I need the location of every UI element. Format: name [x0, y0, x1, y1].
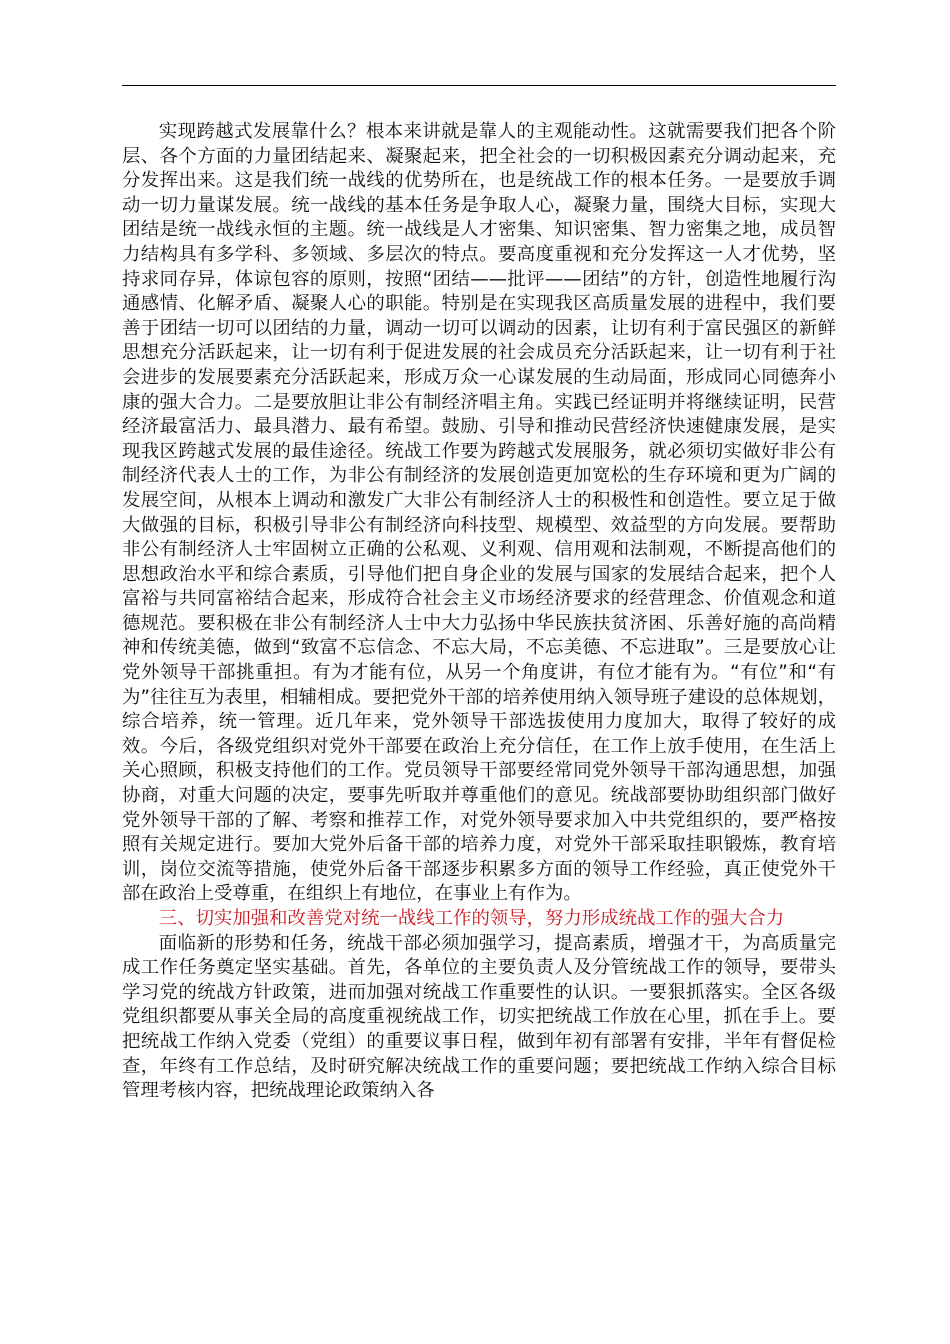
- document-body: [122, 120, 836, 1104]
- paragraph-1: 实现跨越式发展靠什么？根本来讲就是靠人的主观能动性。这就需要我们把各个阶层、各个方面的力量团结起来、凝聚起来，把全社会的一切积极因素充分调动起来，充分发挥出来。这是我们统一战线的优势所在，也是统战工作的根本任务。一是要放手调动一切力量谋发展。统一战线的基本任务是争取人心，凝聚力量，围绕大目标，实现大团结是统一战线永恒的主题。统一战线是人才密集、知识密集、智力密集之地，成员智力结构具有多学科、多领域、多层次的特点。要高度重视和充分发挥这一人才优势，坚持求同存异，体谅包容的原则，按照“团结——批评——团结”的方针，创造性地履行沟通感情、化解矛盾、凝聚人心的职能。特别是在实现我区高质量发展的进程中，我们要善于团结一切可以团结的力量，调动一切可以调动的因素，让切有利于富民强区的新鲜思想充分活跃起来，让一切有利于促进发展的社会成员充分活跃起来，让一切有利于社会进步的发展要素充分活跃起来，形成万众一心谋发展的生动局面，形成同心同德奔小康的强大合力。二是要放胆让非公有制经济唱主角。实践已经证明并将继续证明，民营经济最富活力、最具潜力、最有希望。鼓励、引导和推动民营经济快速健康发展，是实现我区跨越式发展的最佳途径。统战工作要为跨越式发展服务，就必须切实做好非公有制经济代表人士的工作，为非公有制经济的发展创造更加宽松的生存环境和更为广阔的发展空间，从根本上调动和激发广大非公有制经济人士的积极性和创造性。要立足于做大做强的目标，积极引导非公有制经济向科技型、规模型、效益型的方向发展。要帮助非公有制经济人士牢固树立正确的公私观、义利观、信用观和法制观，不断提高他们的思想政治水平和综合素质，引导他们把自身企业的发展与国家的发展结合起来，把个人富裕与共同富裕结合起来，形成符合社会主义市场经济要求的经营理念、价值观念和道德规范。要积极在非公有制经济人士中大力弘扬中华民族扶贫济困、乐善好施的高尚精神和传统美德，做到“致富不忘信念、不忘大局，不忘美德、不忘进取”。三是要放心让党外领导干部挑重担。有为才能有位，从另一个角度讲，有位才能有为。“有位”和“有为”往往互为表里，相辅相成。要把党外干部的培养使用纳入领导班子建设的总体规划，综合培养，统一管理。近几年来，党外领导干部选拔使用力度加大，取得了较好的成效。今后，各级党组织对党外干部要在政治上充分信任，在工作上放手使用，在生活上关心照顾，积极支持他们的工作。党员领导干部要经常同党外领导干部沟通思想，加强协商，对重大问题的决定，要事先听取并尊重他们的意见。统战部要协助组织部门做好党外领导干部的了解、考察和推荐工作，对党外领导要求加入中共党组织的，要严格按照有关规定进行。要加大党外后备干部的培养力度，对党外干部采取挂职锻炼，教育培训，岗位交流等措施，使党外后备干部逐步积累多方面的领导工作经验，真正使党外干部在政治上受尊重，在组织上有地位，在事业上有作为。: [122, 121, 836, 905]
- section-heading: 三、切实加强和改善党对统一战线工作的领导，努力形成统战工作的强大合力: [158, 908, 785, 929]
- header-rule: [122, 85, 836, 86]
- paragraph-2: 面临新的形势和任务，统战干部必须加强学习，提高素质，增强才干，为高质量完成工作任务奠定坚实基础。首先，各单位的主要负责人及分管统战工作的领导，要带头学习党的统战方针政策，进而加强对统战工作重要性的认识。一要狠抓落实。全区各级党组织都要从事关全局的高度重视统战工作，切实把统战工作放在心里，抓在手上。要把统战工作纳入党委（党组）的重要议事日程，做到年初有部署有安排，半年有督促检查，年终有工作总结，及时研究解决统战工作的重要问题；要把统战工作纳入综合目标管理考核内容，把统战理论政策纳入各: [122, 932, 836, 1102]
